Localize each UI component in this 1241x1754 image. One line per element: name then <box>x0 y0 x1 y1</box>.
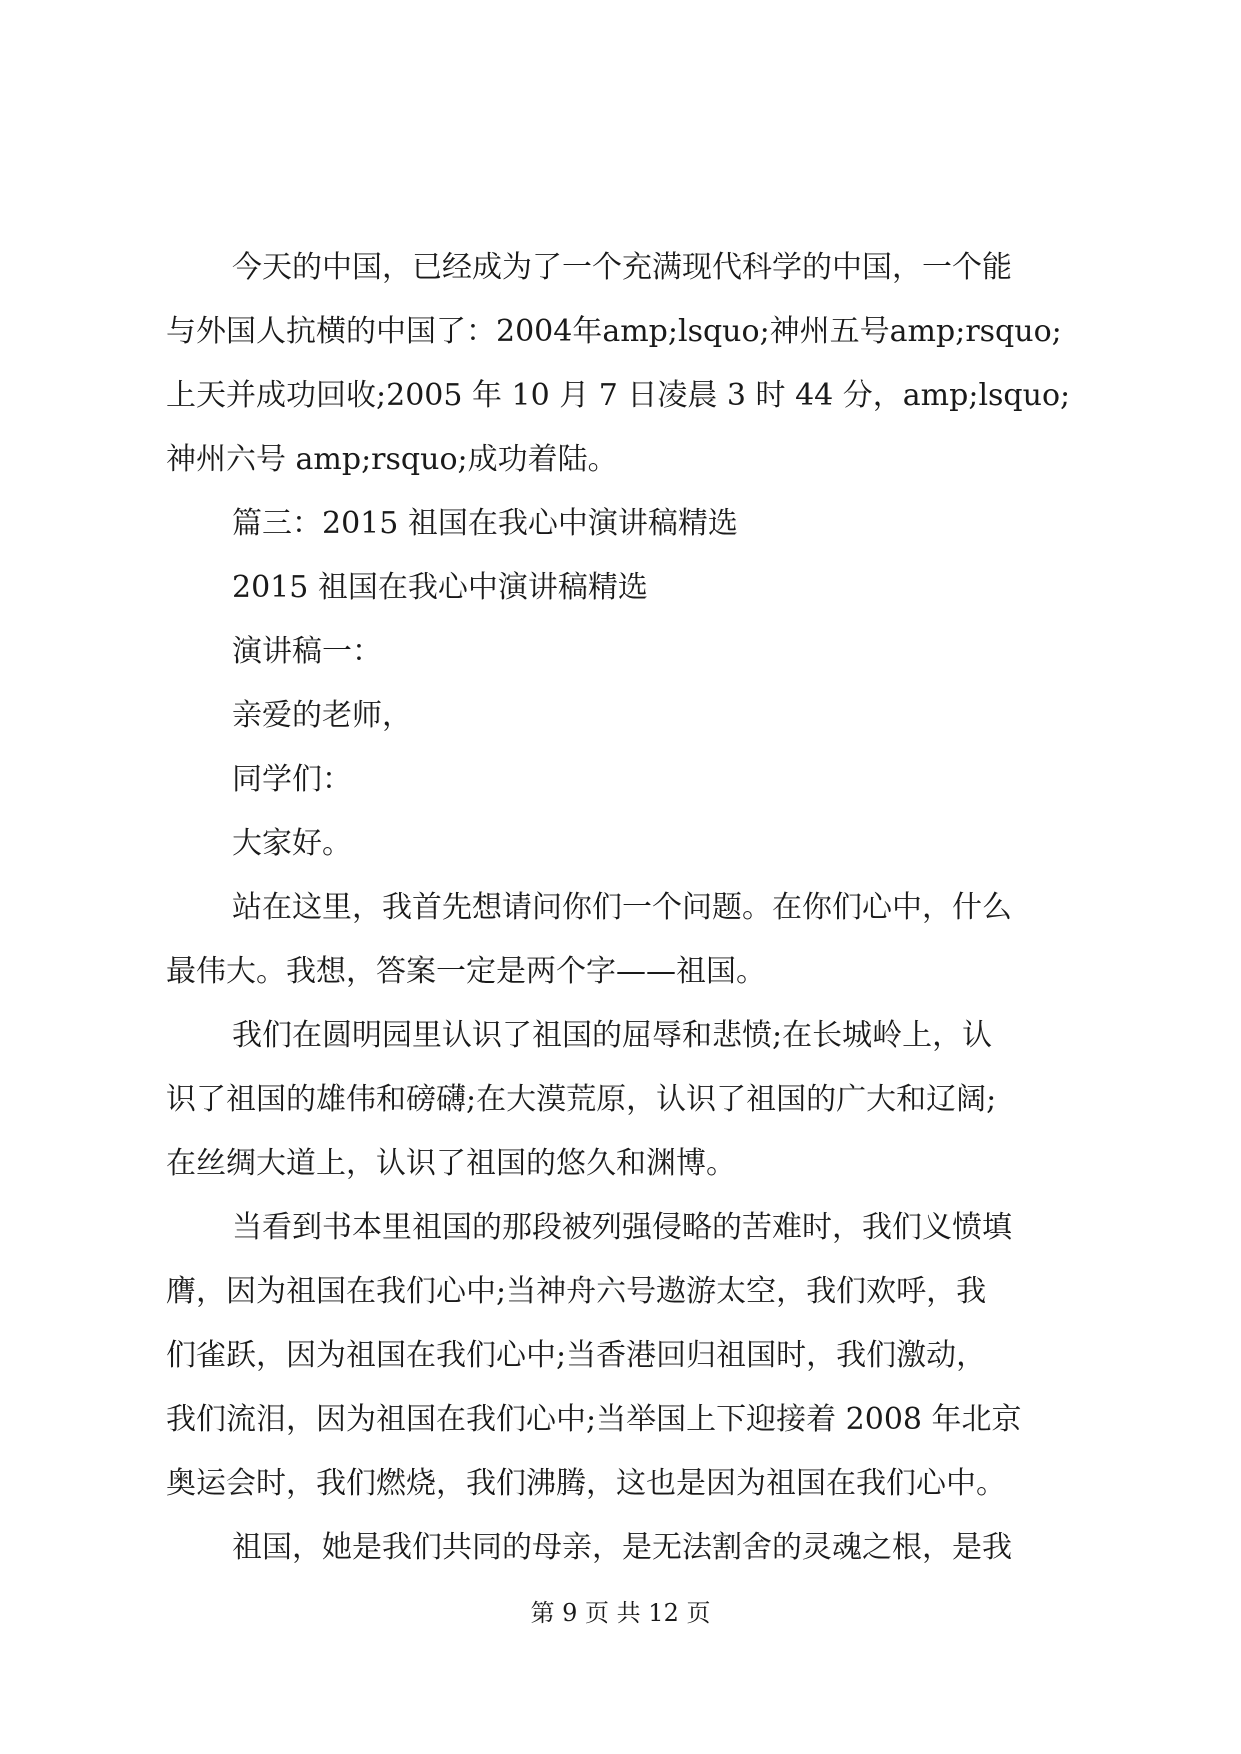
text-line: 篇三：2015 祖国在我心中演讲稿精选 <box>232 506 738 541</box>
text-line: 我们在圆明园里认识了祖国的屈辱和悲愤;在长城岭上，认 <box>232 1018 993 1053</box>
page-footer: 第 9 页 共 12 页 <box>530 1599 711 1627</box>
text-line: 同学们： <box>232 762 352 797</box>
text-line: 亲爱的老师， <box>232 698 412 733</box>
text-line: 膺，因为祖国在我们心中;当神舟六号遨游太空，我们欢呼，我 <box>166 1274 987 1309</box>
text-line: 识了祖国的雄伟和磅礴;在大漠荒原，认识了祖国的广大和辽阔; <box>166 1082 997 1117</box>
text-line: 站在这里，我首先想请问你们一个问题。在你们心中，什么 <box>232 890 1012 925</box>
text-line: 祖国，她是我们共同的母亲，是无法割舍的灵魂之根，是我 <box>232 1530 1012 1565</box>
text-line: 上天并成功回收;2005 年 10 月 7 日凌晨 3 时 44 分，amp;lsquo; <box>166 378 1071 413</box>
text-line: 当看到书本里祖国的那段被列强侵略的苦难时，我们义愤填 <box>232 1210 1012 1245</box>
text-line: 演讲稿一： <box>232 634 382 669</box>
text-line: 们雀跃，因为祖国在我们心中;当香港回归祖国时，我们激动， <box>166 1338 987 1373</box>
text-line: 奥运会时，我们燃烧，我们沸腾，这也是因为祖国在我们心中。 <box>166 1466 1006 1501</box>
text-line: 大家好。 <box>232 826 352 861</box>
text-line: 我们流泪，因为祖国在我们心中;当举国上下迎接着 2008 年北京 <box>166 1402 1022 1437</box>
text-line: 在丝绸大道上，认识了祖国的悠久和渊博。 <box>166 1146 736 1181</box>
text-line: 与外国人抗横的中国了：2004年amp;lsquo;神州五号amp;rsquo; <box>166 314 1062 349</box>
text-line: 今天的中国，已经成为了一个充满现代科学的中国，一个能 <box>232 250 1012 285</box>
text-line: 最伟大。我想，答案一定是两个字——祖国。 <box>166 954 766 989</box>
document-body <box>166 236 1081 1580</box>
text-line: 2015 祖国在我心中演讲稿精选 <box>232 570 648 605</box>
text-line: 神州六号 amp;rsquo;成功着陆。 <box>166 442 618 477</box>
